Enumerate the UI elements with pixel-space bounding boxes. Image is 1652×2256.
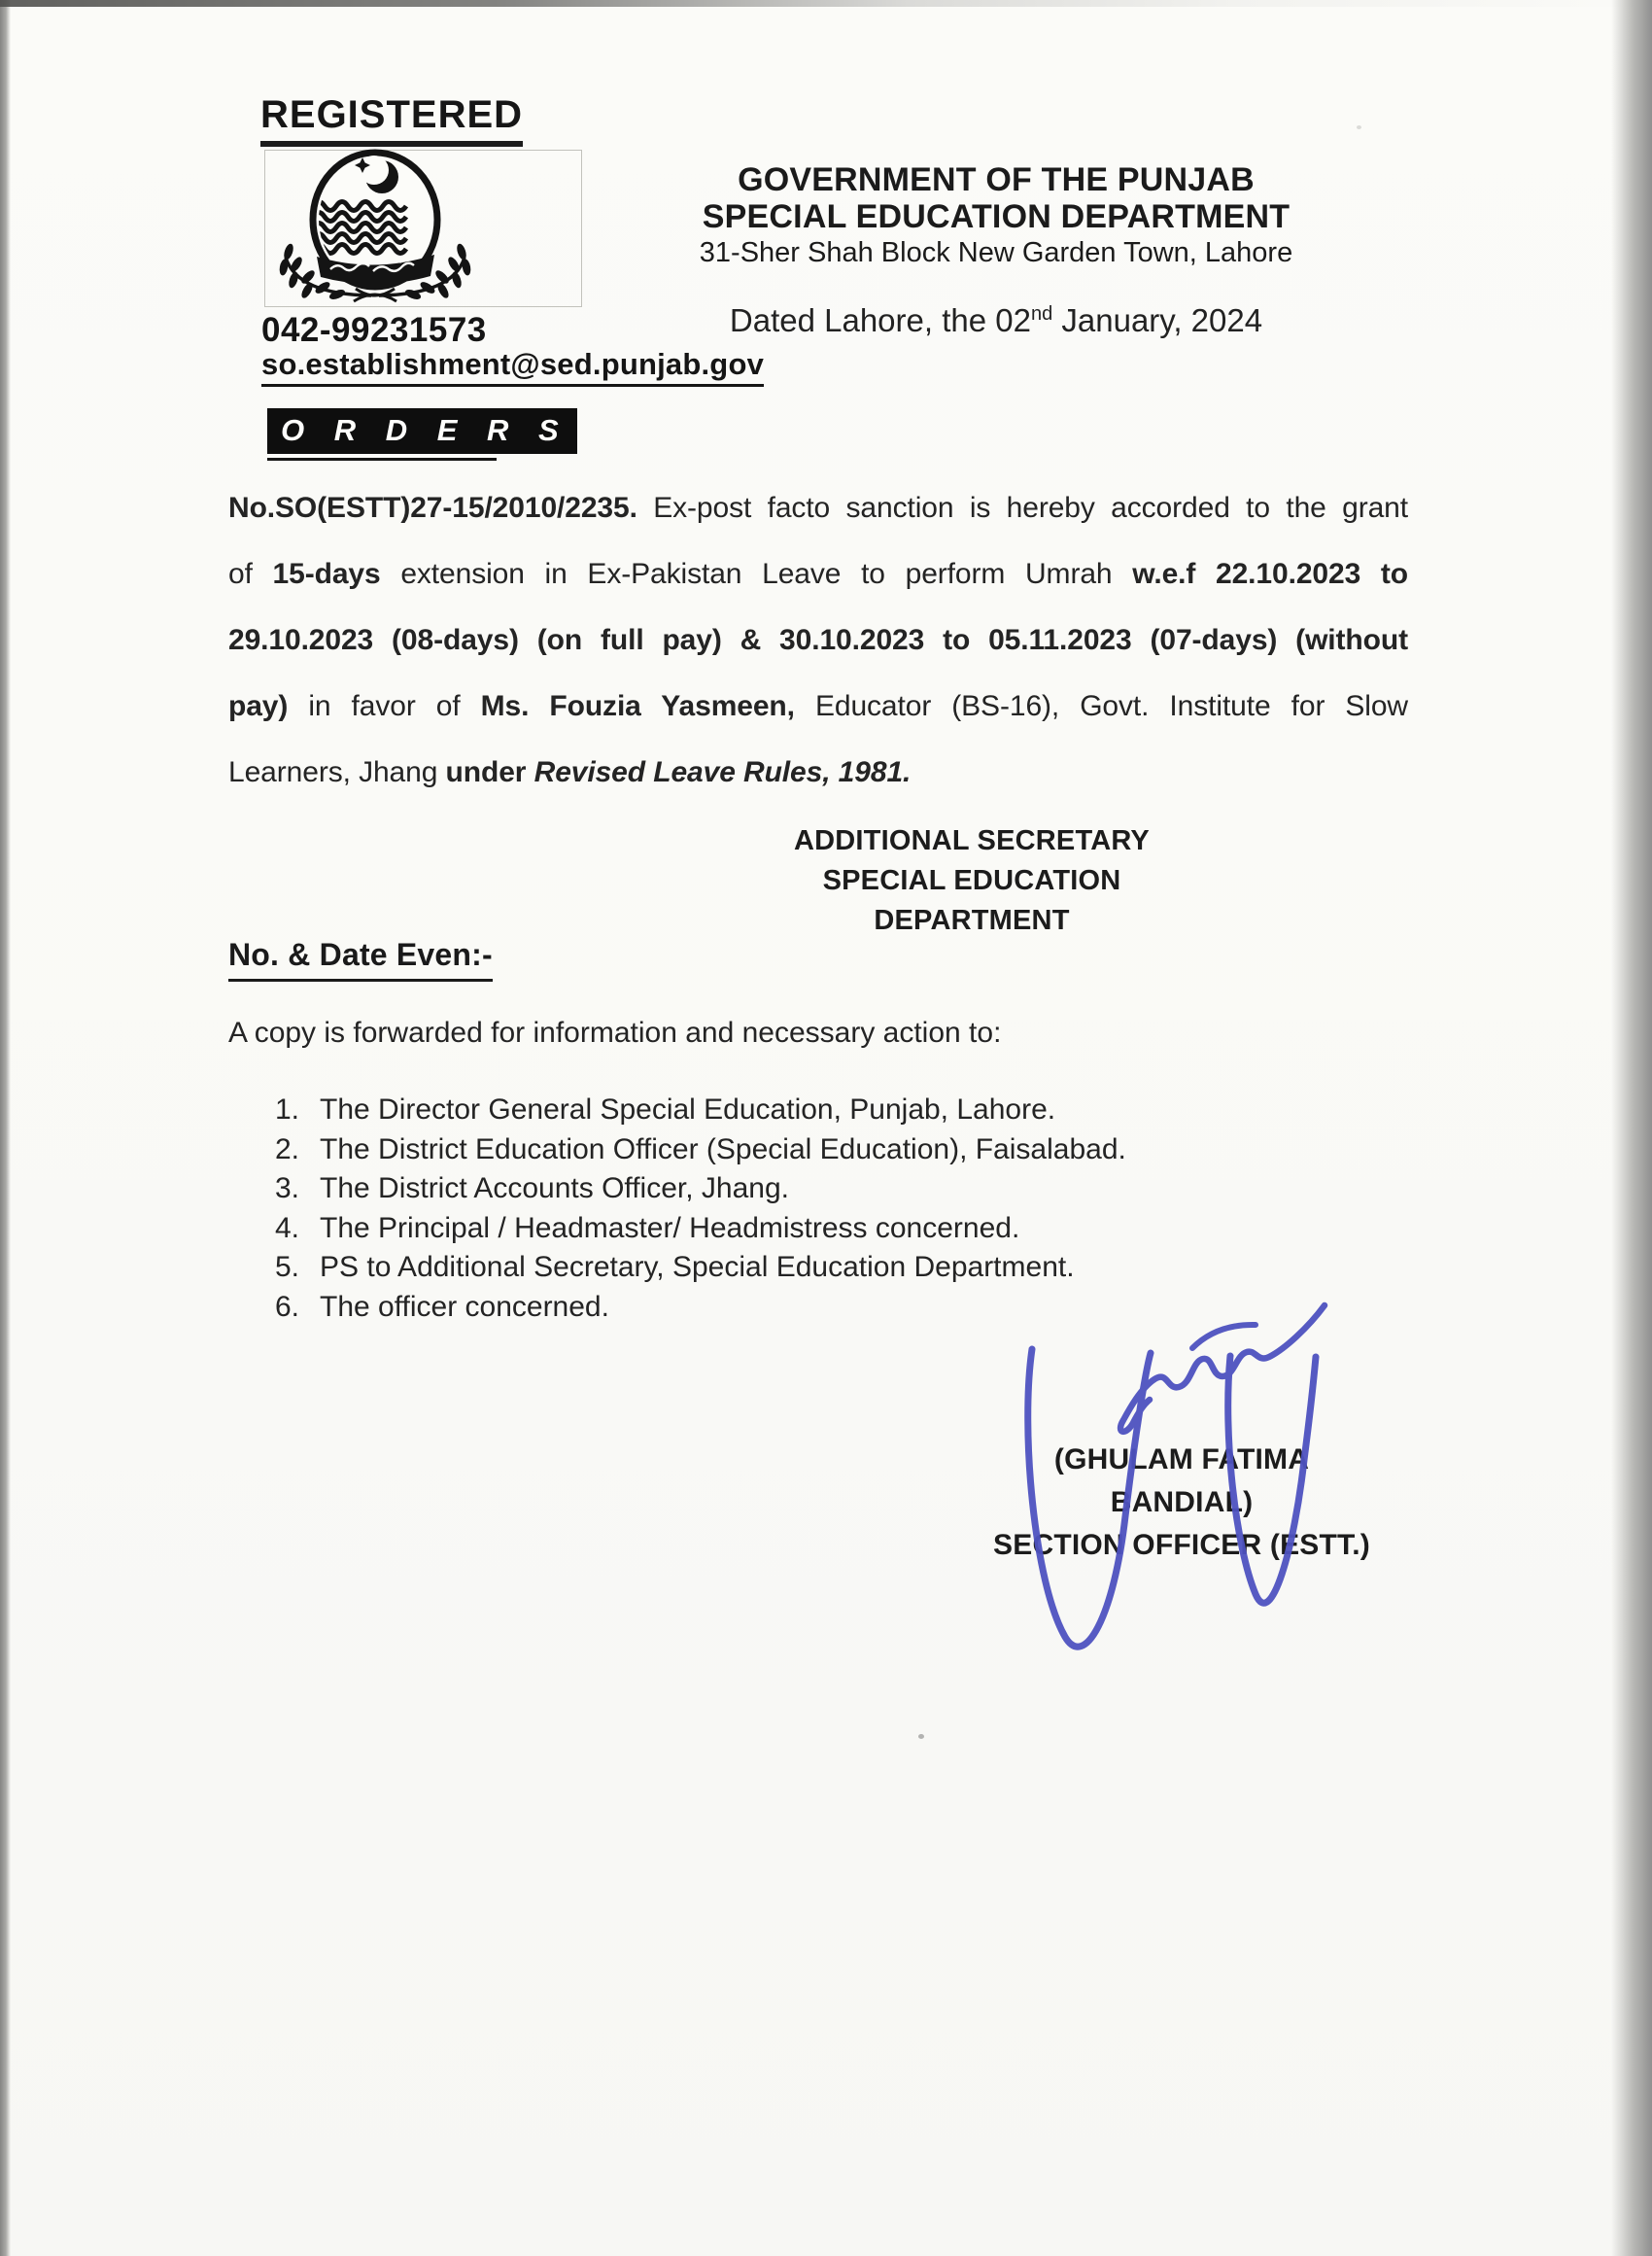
scan-speck	[1357, 125, 1361, 129]
order-line	[228, 740, 1408, 806]
scan-edge-right	[1611, 0, 1652, 2256]
forwarding-line: A copy is forwarded for information and necessary action to:	[228, 1017, 1002, 1049]
signatory-title: SECTION OFFICER (ESTT.)	[993, 1529, 1370, 1561]
item-text: PS to Additional Secretary, Special Education Department.	[320, 1251, 1075, 1283]
signatory-name: (GHULAM FATIMA BANDIAL)	[1053, 1443, 1310, 1518]
date-ordinal: nd	[1030, 303, 1053, 325]
item-text: The Principal / Headmaster/ Headmistress concerned.	[320, 1211, 1020, 1244]
order-text: w.e.f 22.10.2023 to	[1132, 558, 1408, 590]
order-text: 29.10.2023 (08-days) (on full pay) & 30.10.2023 to 05.11.2023 (07-days) (without	[228, 624, 1408, 656]
item-number: 1.	[275, 1093, 300, 1126]
item-text: The District Accounts Officer, Jhang.	[320, 1172, 789, 1204]
date-prefix: Dated Lahore, the 02	[729, 302, 1031, 338]
order-text: in favor of	[288, 690, 481, 722]
order-text: 15-days	[272, 558, 381, 590]
handwritten-signature	[972, 1215, 1390, 1691]
authority-line: DEPARTMENT	[874, 905, 1070, 936]
order-line	[228, 607, 1408, 674]
list-item	[275, 1130, 1126, 1170]
order-text: Educator (BS-16), Govt. Institute for Slow	[794, 690, 1408, 722]
issuing-authority-block	[768, 821, 1176, 941]
order-line	[228, 674, 1408, 740]
registered-stamp: REGISTERED	[260, 93, 523, 147]
department-address: 31-Sher Shah Block New Garden Town, Lahore	[699, 237, 1293, 268]
authority-line: SPECIAL EDUCATION	[822, 865, 1121, 896]
list-item	[275, 1091, 1126, 1130]
order-paragraph	[228, 475, 1408, 806]
item-number: 2.	[275, 1132, 300, 1165]
order-line	[228, 475, 1408, 541]
order-text: under	[445, 756, 534, 788]
item-text: The Director General Special Education, Punjab, Lahore.	[320, 1093, 1056, 1126]
scan-edge-top	[0, 0, 1652, 7]
item-number: 3.	[275, 1172, 300, 1204]
order-text: extension in Ex-Pakistan Leave to perform Umrah	[380, 558, 1133, 590]
employee-name: Ms. Fouzia Yasmeen,	[480, 690, 795, 722]
letterhead	[671, 161, 1322, 269]
date-suffix: January, 2024	[1052, 302, 1263, 338]
department-title: SPECIAL EDUCATION DEPARTMENT	[702, 198, 1291, 235]
item-number: 5.	[275, 1251, 300, 1283]
even-number-label: No. & Date Even:-	[228, 937, 493, 982]
order-text: Ex-post facto sanction is hereby accorded to the grant	[637, 492, 1408, 524]
item-text: The officer concerned.	[320, 1290, 609, 1323]
scan-speck	[918, 1734, 924, 1739]
item-text: The District Education Officer (Special Education), Faisalabad.	[320, 1132, 1126, 1165]
order-text: of	[228, 558, 273, 590]
scan-edge-left	[0, 0, 11, 2256]
order-text: pay)	[228, 690, 289, 722]
order-text: Learners, Jhang	[228, 756, 446, 788]
government-title: GOVERNMENT OF THE PUNJAB	[738, 161, 1255, 198]
leave-rules-reference: Revised Leave Rules, 1981.	[533, 756, 912, 788]
order-line	[228, 541, 1408, 607]
item-number: 4.	[275, 1211, 300, 1244]
email-address: so.establishment@sed.punjab.gov	[261, 347, 764, 387]
punjab-government-emblem-icon	[264, 149, 580, 305]
logo-box	[264, 150, 582, 307]
order-number: No.SO(ESTT)27-15/2010/2235.	[228, 492, 637, 524]
item-number: 6.	[275, 1290, 300, 1323]
orders-underline	[267, 458, 497, 461]
list-item	[275, 1169, 1126, 1209]
date-line	[671, 302, 1322, 339]
orders-heading	[267, 408, 577, 461]
orders-label: O R D E R S	[267, 408, 577, 454]
authority-line: ADDITIONAL SECRETARY	[794, 825, 1150, 856]
phone-number: 042-99231573	[261, 311, 487, 349]
